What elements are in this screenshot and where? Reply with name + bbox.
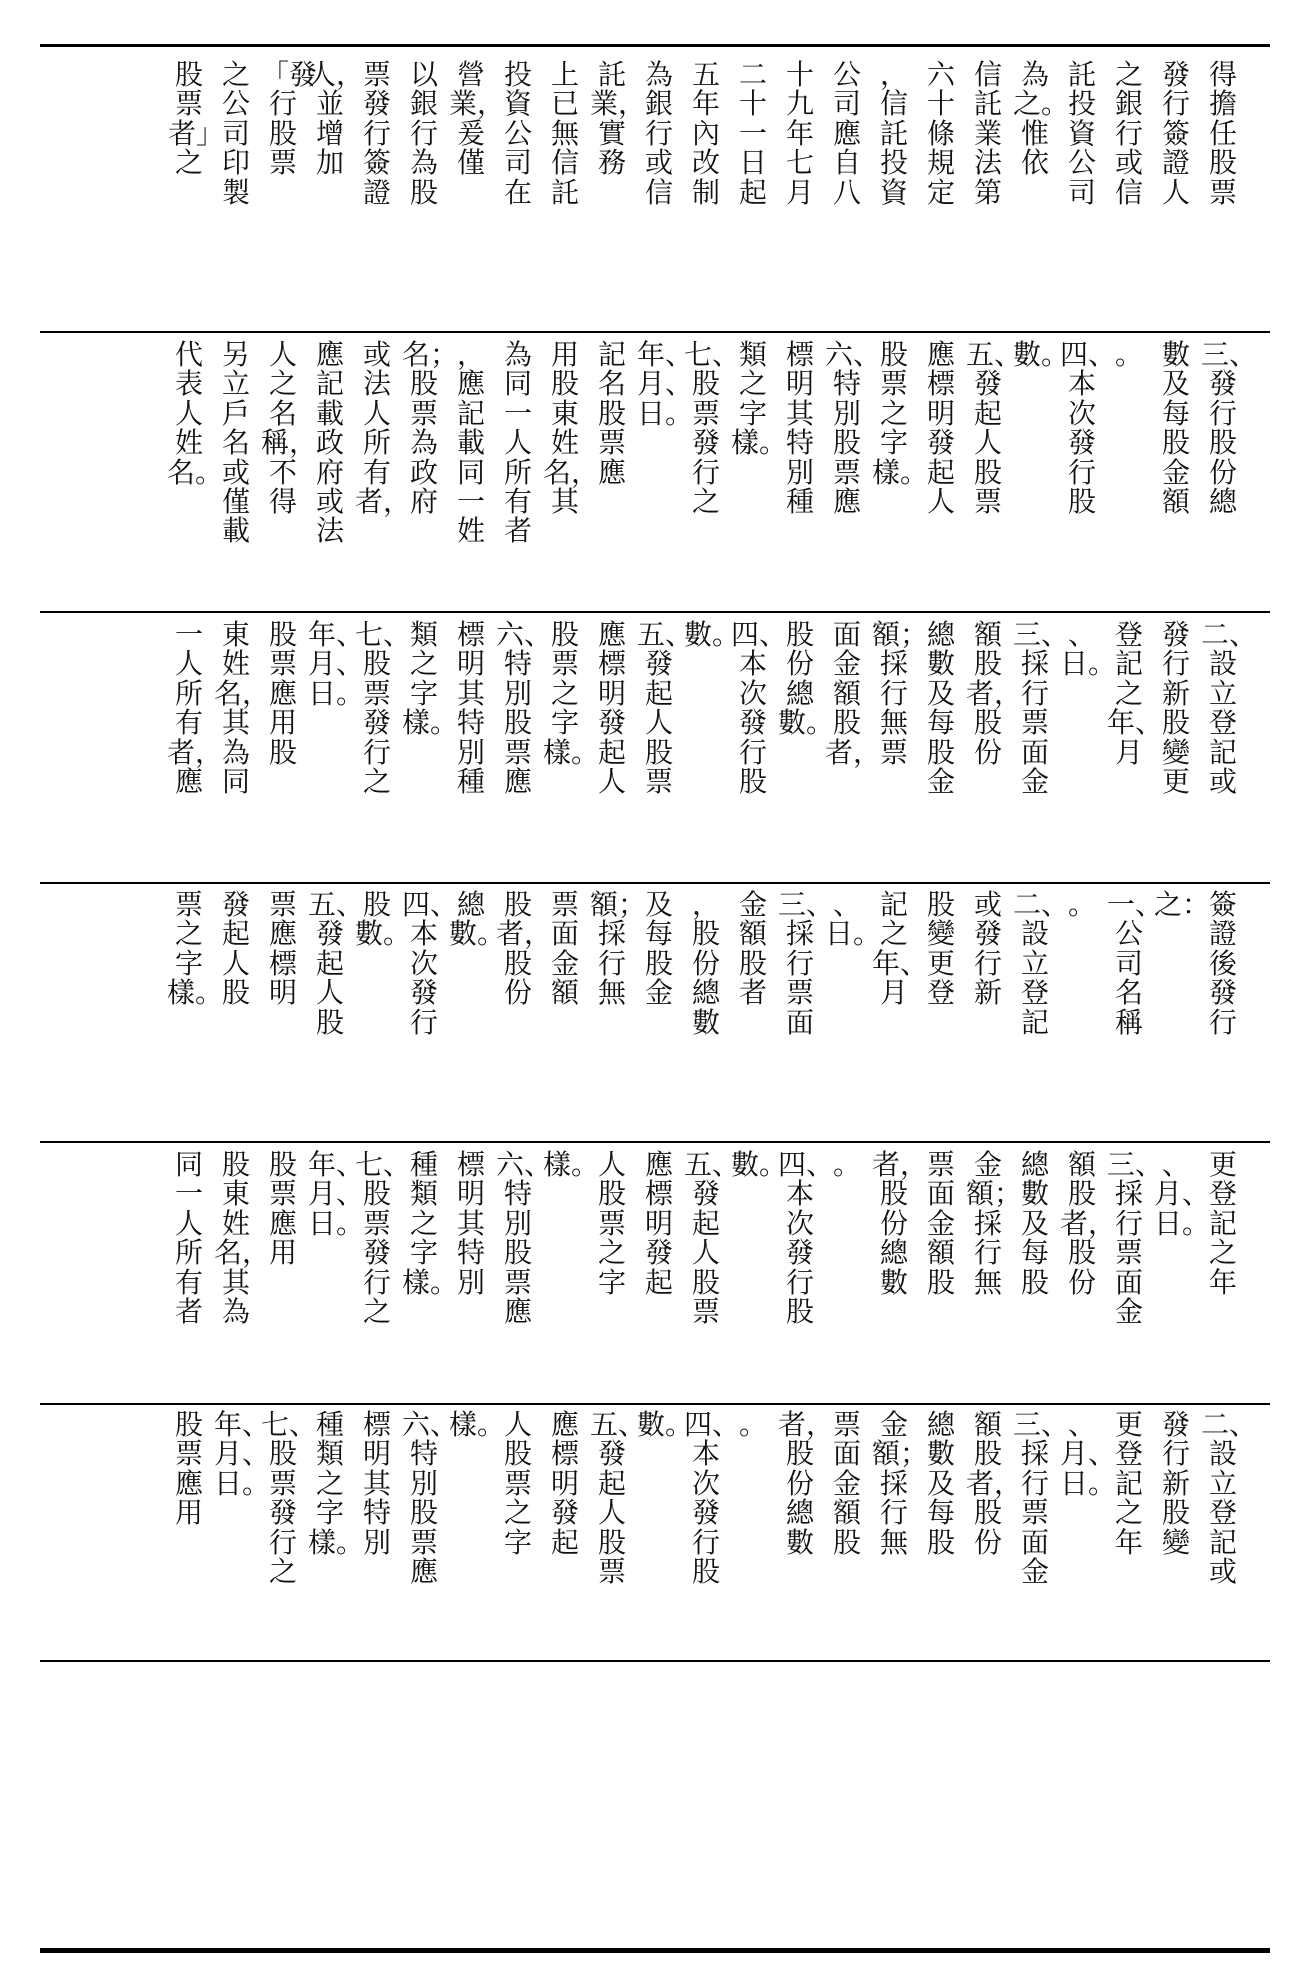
text-line: 公司應自八 xyxy=(832,58,861,209)
text-line: 更登記之年 xyxy=(1208,1148,1237,1299)
text-line: 發行新股變 xyxy=(1161,1408,1190,1559)
text-line: 用股東姓名，其 xyxy=(543,338,600,518)
text-line: 六、特別股票應 xyxy=(496,618,553,798)
text-line: 應標明發起人 xyxy=(926,338,955,518)
text-line: 營業，爰僅 xyxy=(449,58,506,180)
text-line: 人股票之字 xyxy=(503,1408,532,1559)
text-line: 記之年、月 xyxy=(872,888,929,1010)
text-line: 金額股者 xyxy=(738,888,767,1010)
text-line: 額股者，股份 xyxy=(1060,1148,1117,1299)
text-line: 股東姓名，其為 xyxy=(214,1148,271,1328)
text-line: 類之字樣。 xyxy=(402,618,459,740)
text-line: 額；採行無票 xyxy=(872,618,929,769)
text-line: 六、特別股票應 xyxy=(402,1408,459,1588)
text-line: 標明其特別種 xyxy=(456,618,485,798)
text-line: 應標明發起 xyxy=(550,1408,579,1559)
text-line: 年、月、日。 xyxy=(214,1408,271,1500)
cell-top-3 xyxy=(45,1150,1255,1390)
text-line: 之銀行或信 xyxy=(1114,58,1143,209)
text-line: 票發行簽證 xyxy=(362,58,391,209)
text-line: 樣。 xyxy=(543,1148,600,1181)
text-line: 、月、日。 xyxy=(1154,1148,1211,1240)
text-line: 之公司印製 xyxy=(221,58,250,209)
text-line: 總數及每股 xyxy=(1020,1148,1049,1299)
text-line: ，應記載同一姓 xyxy=(456,338,485,548)
page-top-rule xyxy=(40,44,1270,47)
text-line: 四、本次發行股 xyxy=(684,1408,741,1588)
text-line: 人，並增加 xyxy=(308,58,365,180)
text-line: 年、月、日。 xyxy=(637,338,694,430)
text-line: 十九年七月 xyxy=(785,58,814,209)
text-line: 上已無信託 xyxy=(550,58,579,209)
text-line: 同一人所有者 xyxy=(174,1148,203,1328)
text-line: 標明其特別種 xyxy=(785,338,814,518)
text-line: 發行簽證人 xyxy=(1161,58,1190,209)
text-line: 投資公司在 xyxy=(503,58,532,209)
text-line: 二、設立登記 xyxy=(1013,888,1070,1039)
text-line: 之： xyxy=(1154,888,1211,921)
text-line: 代表人姓名。 xyxy=(167,338,224,489)
text-line: ，信託投資 xyxy=(879,58,908,209)
text-line: 更登記之年 xyxy=(1114,1408,1143,1559)
text-line: 金額；採行無 xyxy=(966,1148,1023,1299)
cell-top-1 xyxy=(45,618,1258,870)
cell-top-4 xyxy=(45,1408,1258,1650)
text-line: 總數及每股 xyxy=(926,1408,955,1559)
text-line: 數。 xyxy=(731,1148,788,1181)
text-line: 四、本次發行 xyxy=(402,888,459,1039)
cell-top-0 xyxy=(45,60,1255,320)
text-line: 者，股份總數 xyxy=(872,1148,929,1299)
column-separator xyxy=(40,1660,1270,1662)
text-line: 五、發起人股票 xyxy=(637,618,694,798)
text-line: 東姓名，其為同 xyxy=(214,618,271,798)
text-line: 數。 xyxy=(684,618,741,651)
text-line: 數及每股金額 xyxy=(1161,338,1190,518)
text-line: 五、發起人股票 xyxy=(966,338,1023,518)
text-line: 股變更登 xyxy=(926,888,955,1010)
text-line: 六、特別股票應 xyxy=(825,338,882,518)
text-line: 為之。惟依 xyxy=(1013,58,1070,180)
text-line: 七、股票發行之 xyxy=(261,1408,318,1588)
text-line: 應標明發起人 xyxy=(597,618,626,798)
text-line: 五、發起人股票 xyxy=(590,1408,647,1588)
cell-bottom-0 xyxy=(45,338,1258,600)
text-line: 額股者，股份 xyxy=(966,618,1023,769)
text-line: 記名股票應 xyxy=(597,338,626,489)
text-line: 為同一人所有者 xyxy=(503,338,532,548)
text-line: 登記之年、月 xyxy=(1107,618,1164,769)
text-line: 。 xyxy=(738,1408,767,1441)
text-line: 股票之字樣。 xyxy=(872,338,929,489)
text-line: 股票之字樣。 xyxy=(543,618,600,769)
text-line: 種類之字樣。 xyxy=(402,1148,459,1299)
text-line: 。 xyxy=(1114,338,1143,371)
text-line: 股數。 xyxy=(355,888,412,951)
text-line: 五、發起人股票 xyxy=(684,1148,741,1328)
text-line: 股票應用 xyxy=(268,1148,297,1270)
text-line: 。 xyxy=(1067,888,1096,921)
text-line: 另立戶名或僅載 xyxy=(221,338,250,548)
column-separator xyxy=(40,1403,1270,1405)
text-line: 、月、日。 xyxy=(1060,1408,1117,1500)
cell-top-2 xyxy=(45,890,1255,1130)
text-line: 發起人股 xyxy=(221,888,250,1010)
text-line: 六、特別股票應 xyxy=(496,1148,553,1328)
text-line: 六十條規定 xyxy=(926,58,955,209)
text-line: 四、本次發行股 xyxy=(778,1148,835,1328)
text-line: 三、採行票面金 xyxy=(1013,1408,1070,1588)
text-line: 或法人所有者， xyxy=(355,338,412,518)
text-line: 股票應用 xyxy=(174,1408,203,1530)
text-line: 票之字樣。 xyxy=(167,888,224,1010)
column-separator xyxy=(40,882,1270,884)
text-line: 一人所有者，應 xyxy=(167,618,224,798)
text-line: 總數。 xyxy=(449,888,506,951)
text-line: 五、發起人股 xyxy=(308,888,365,1039)
text-line: 二、設立登記或 xyxy=(1201,618,1258,798)
text-line: 股份總數。 xyxy=(778,618,835,740)
text-line: 額；採行無 xyxy=(590,888,647,1010)
text-line: 數。 xyxy=(637,1408,694,1441)
text-line: 三、發行股份總 xyxy=(1201,338,1258,518)
text-line: 一、公司名稱 xyxy=(1107,888,1164,1039)
text-line: 人之名稱，不得 xyxy=(261,338,318,518)
text-line: 標明其特別 xyxy=(362,1408,391,1559)
text-line: 七、股票發行之 xyxy=(355,618,412,798)
text-line: 樣。 xyxy=(449,1408,506,1441)
text-line: 面金額股者， xyxy=(825,618,882,769)
text-line: 發行新股變更 xyxy=(1161,618,1190,798)
text-line: 「發行股票 xyxy=(261,58,318,180)
text-line: 人股票之字 xyxy=(597,1148,626,1299)
text-line: 簽證後發行 xyxy=(1208,888,1237,1039)
text-line: 四、本次發行股 xyxy=(1060,338,1117,518)
text-line: 四、本次發行股 xyxy=(731,618,788,798)
text-line: 類之字樣。 xyxy=(731,338,788,460)
text-line: 二、設立登記或 xyxy=(1201,1408,1258,1588)
text-line: 者，股份總數 xyxy=(778,1408,835,1559)
text-line: 五年內改制 xyxy=(691,58,720,209)
text-line: 信託業法第 xyxy=(973,58,1002,209)
text-line: 為銀行或信 xyxy=(644,58,673,209)
text-line: 以銀行為股 xyxy=(409,58,438,209)
text-line: 種類之字樣。 xyxy=(308,1408,365,1559)
text-line: 託投資公司 xyxy=(1067,58,1096,209)
text-line: 三、採行票面金 xyxy=(1107,1148,1164,1328)
text-line: 數。 xyxy=(1013,338,1070,371)
text-line: ，股份總數 xyxy=(691,888,720,1039)
text-line: 金額；採行無 xyxy=(872,1408,929,1559)
text-line: 或發行新 xyxy=(973,888,1002,1010)
text-line: 三、採行票面 xyxy=(778,888,835,1039)
text-line: 標明其特別 xyxy=(456,1148,485,1299)
text-line: 總數及每股金 xyxy=(926,618,955,798)
text-line: 七、股票發行之 xyxy=(355,1148,412,1328)
text-line: 股者，股份 xyxy=(496,888,553,1010)
column-separator xyxy=(40,331,1270,333)
text-line: 、日。 xyxy=(825,888,882,951)
text-line: 。 xyxy=(832,1148,861,1181)
column-separator xyxy=(40,1141,1270,1143)
column-separator xyxy=(40,611,1270,613)
text-line: 及每股金 xyxy=(644,888,673,1010)
text-line: 股票者」之 xyxy=(167,58,210,180)
text-line: 託業，實務 xyxy=(590,58,647,180)
text-line: 票面金額股 xyxy=(832,1408,861,1559)
text-line: 票面金額股 xyxy=(926,1148,955,1299)
text-line: 額股者，股份 xyxy=(966,1408,1023,1559)
text-line: 、日。 xyxy=(1060,618,1117,681)
text-line: 票面金額 xyxy=(550,888,579,1010)
text-line: 名；股票為政府 xyxy=(402,338,459,518)
text-line: 得擔任股票 xyxy=(1208,58,1237,209)
text-line: 年、月、日。 xyxy=(308,1148,365,1240)
page-bottom-rule xyxy=(40,1948,1270,1953)
text-line: 三、採行票面金 xyxy=(1013,618,1070,798)
text-line: 應標明發起 xyxy=(644,1148,673,1299)
text-line: 票應標明 xyxy=(268,888,297,1010)
text-line: 年、月、日。 xyxy=(308,618,365,710)
text-line: 股票應用股 xyxy=(268,618,297,769)
text-line: 二十一日起 xyxy=(738,58,767,209)
text-line: 應記載政府或法 xyxy=(315,338,344,548)
text-line: 七、股票發行之 xyxy=(684,338,741,518)
